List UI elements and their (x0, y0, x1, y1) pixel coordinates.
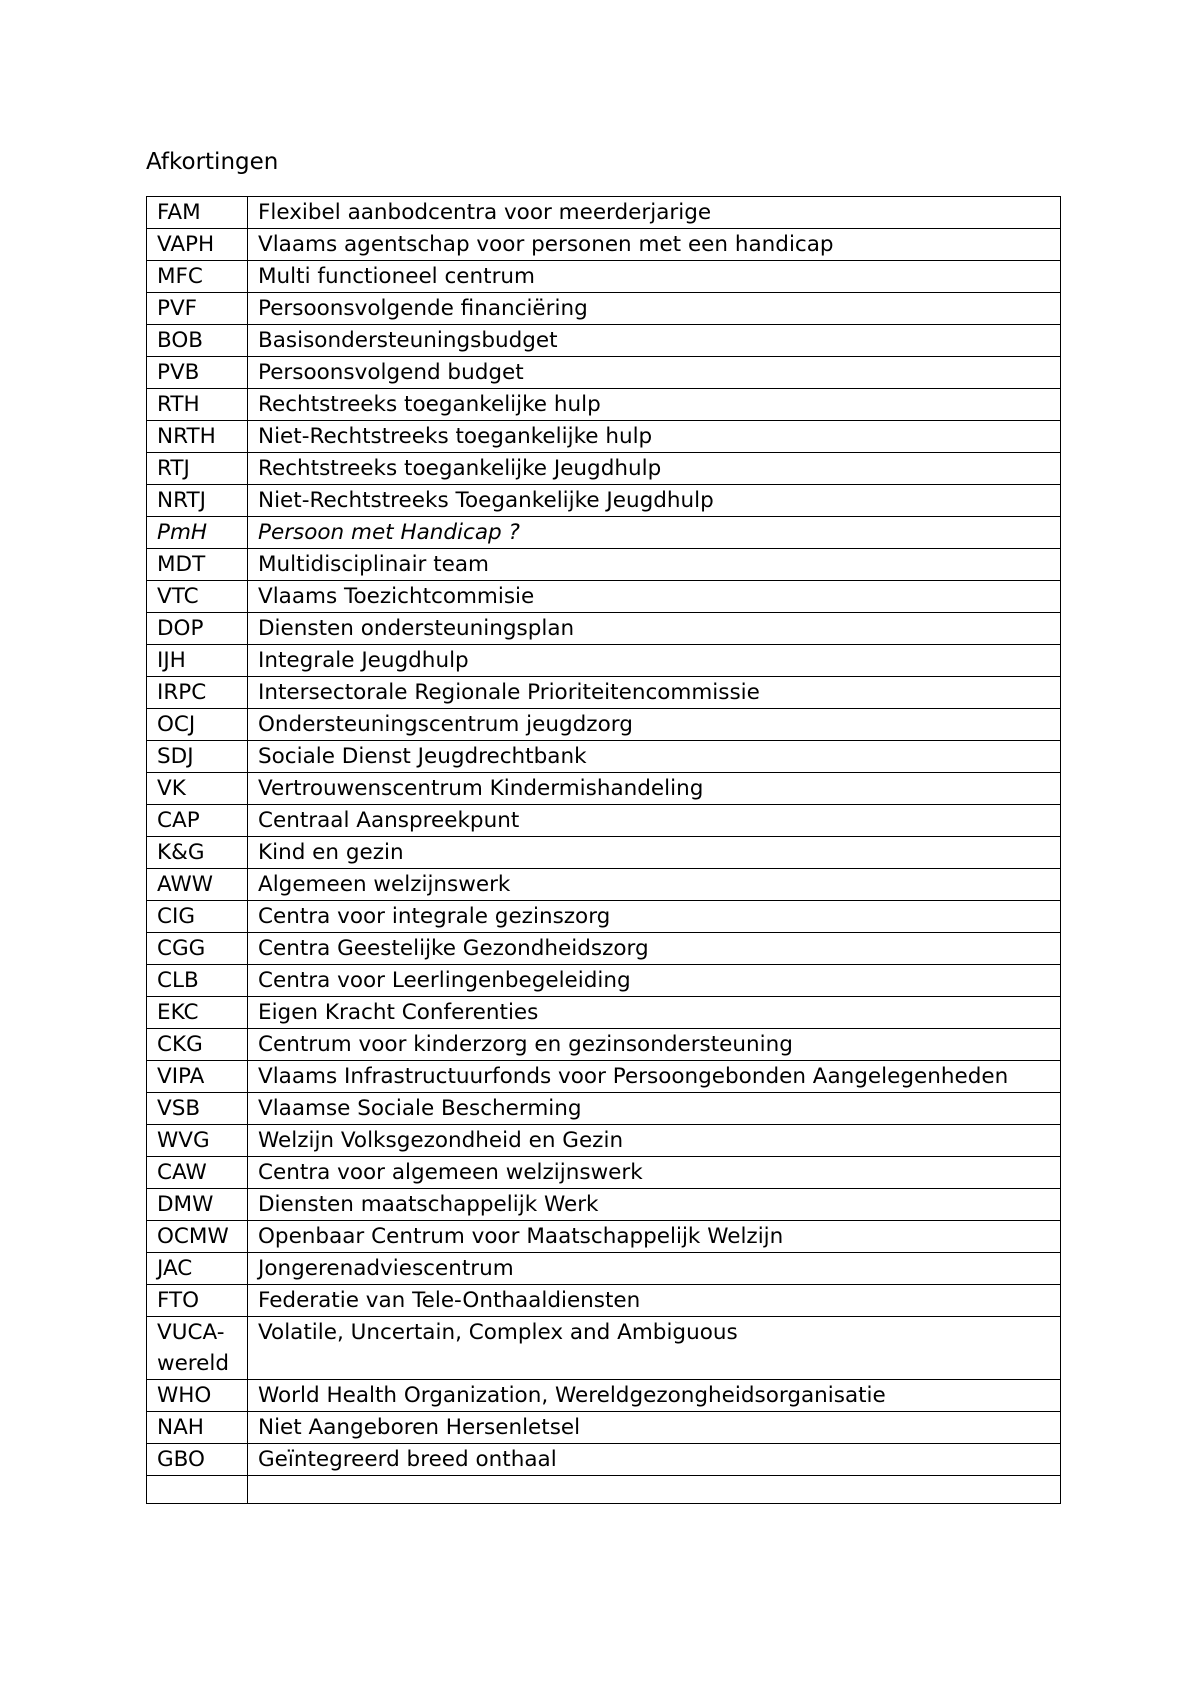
abbreviation-cell: IRPC (147, 677, 248, 709)
abbreviation-cell: FTO (147, 1285, 248, 1317)
abbreviation-cell: EKC (147, 997, 248, 1029)
abbreviation-cell: K&G (147, 837, 248, 869)
meaning-cell: Niet Aangeboren Hersenletsel (248, 1412, 1061, 1444)
table-row (147, 1412, 1061, 1444)
table-row (147, 1189, 1061, 1221)
abbreviation-cell: VAPH (147, 229, 248, 261)
table-row (147, 293, 1061, 325)
meaning-cell: Diensten maatschappelijk Werk (248, 1189, 1061, 1221)
table-row (147, 1253, 1061, 1285)
table-row (147, 645, 1061, 677)
abbreviation-cell: MFC (147, 261, 248, 293)
table-row (147, 1380, 1061, 1412)
abbreviation-cell: SDJ (147, 741, 248, 773)
meaning-cell: Centraal Aanspreekpunt (248, 805, 1061, 837)
abbreviation-cell: OCMW (147, 1221, 248, 1253)
abbreviation-cell: MDT (147, 549, 248, 581)
meaning-cell: Jongerenadviescentrum (248, 1253, 1061, 1285)
abbreviation-cell: CIG (147, 901, 248, 933)
table-row (147, 1125, 1061, 1157)
meaning-cell: Multi functioneel centrum (248, 261, 1061, 293)
meaning-cell: World Health Organization, Wereldgezongheidsorganisatie (248, 1380, 1061, 1412)
meaning-cell: Multidisciplinair team (248, 549, 1061, 581)
table-row (147, 517, 1061, 549)
abbreviation-cell: WVG (147, 1125, 248, 1157)
table-row (147, 1029, 1061, 1061)
abbreviation-cell: CAP (147, 805, 248, 837)
table-row (147, 613, 1061, 645)
abbreviation-cell: RTJ (147, 453, 248, 485)
table-row (147, 933, 1061, 965)
meaning-cell: Rechtstreeks toegankelijke hulp (248, 389, 1061, 421)
table-row (147, 997, 1061, 1029)
meaning-cell: Sociale Dienst Jeugdrechtbank (248, 741, 1061, 773)
table-row (147, 261, 1061, 293)
table-row (147, 1221, 1061, 1253)
meaning-cell: Persoon met Handicap ? (248, 517, 1061, 549)
page-title: Afkortingen (146, 149, 279, 175)
abbreviation-cell: AWW (147, 869, 248, 901)
abbreviation-cell: BOB (147, 325, 248, 357)
table-row (147, 1317, 1061, 1380)
abbreviation-cell (147, 1476, 248, 1504)
table-row (147, 1285, 1061, 1317)
meaning-cell: Centrum voor kinderzorg en gezinsondersteuning (248, 1029, 1061, 1061)
meaning-cell: Federatie van Tele-Onthaaldiensten (248, 1285, 1061, 1317)
abbreviation-cell: FAM (147, 197, 248, 229)
abbreviation-cell: IJH (147, 645, 248, 677)
abbreviation-cell: RTH (147, 389, 248, 421)
meaning-cell: Vertrouwenscentrum Kindermishandeling (248, 773, 1061, 805)
meaning-cell (248, 1476, 1061, 1504)
table-row (147, 677, 1061, 709)
meaning-cell: Eigen Kracht Conferenties (248, 997, 1061, 1029)
meaning-cell: Intersectorale Regionale Prioriteitencommissie (248, 677, 1061, 709)
meaning-cell: Integrale Jeugdhulp (248, 645, 1061, 677)
abbreviation-cell: VTC (147, 581, 248, 613)
abbreviation-cell: WHO (147, 1380, 248, 1412)
table-row (147, 805, 1061, 837)
abbreviation-cell: VK (147, 773, 248, 805)
abbreviation-cell: CKG (147, 1029, 248, 1061)
abbreviation-cell: NRTH (147, 421, 248, 453)
table-row (147, 869, 1061, 901)
meaning-cell: Vlaams Toezichtcommisie (248, 581, 1061, 613)
abbreviation-cell: VUCA-wereld (147, 1317, 248, 1380)
table-row (147, 1093, 1061, 1125)
meaning-cell: Centra Geestelijke Gezondheidszorg (248, 933, 1061, 965)
meaning-cell: Openbaar Centrum voor Maatschappelijk Welzijn (248, 1221, 1061, 1253)
table-row (147, 485, 1061, 517)
table-row (147, 1061, 1061, 1093)
meaning-cell: Kind en gezin (248, 837, 1061, 869)
meaning-cell: Welzijn Volksgezondheid en Gezin (248, 1125, 1061, 1157)
table-row (147, 581, 1061, 613)
table-row (147, 453, 1061, 485)
meaning-cell: Ondersteuningscentrum jeugdzorg (248, 709, 1061, 741)
table-row (147, 197, 1061, 229)
meaning-cell: Niet-Rechtstreeks Toegankelijke Jeugdhulp (248, 485, 1061, 517)
table-row (147, 773, 1061, 805)
abbreviation-cell: VSB (147, 1093, 248, 1125)
meaning-cell: Vlaams agentschap voor personen met een handicap (248, 229, 1061, 261)
meaning-cell: Diensten ondersteuningsplan (248, 613, 1061, 645)
table-row (147, 229, 1061, 261)
abbreviation-cell: DOP (147, 613, 248, 645)
meaning-cell: Basisondersteuningsbudget (248, 325, 1061, 357)
table-row (147, 1157, 1061, 1189)
abbreviation-cell: CGG (147, 933, 248, 965)
table-row (147, 389, 1061, 421)
meaning-cell: Persoonsvolgende financiëring (248, 293, 1061, 325)
meaning-cell: Vlaams Infrastructuurfonds voor Persoongebonden Aangelegenheden (248, 1061, 1061, 1093)
abbreviation-cell: CAW (147, 1157, 248, 1189)
meaning-cell: Centra voor integrale gezinszorg (248, 901, 1061, 933)
abbreviations-table (146, 196, 1061, 1504)
table-row (147, 965, 1061, 997)
abbreviation-cell: CLB (147, 965, 248, 997)
meaning-cell: Centra voor algemeen welzijnswerk (248, 1157, 1061, 1189)
table-row (147, 325, 1061, 357)
abbreviation-cell: NAH (147, 1412, 248, 1444)
abbreviation-cell: JAC (147, 1253, 248, 1285)
abbreviation-cell: DMW (147, 1189, 248, 1221)
table-row (147, 837, 1061, 869)
meaning-cell: Centra voor Leerlingenbegeleiding (248, 965, 1061, 997)
abbreviation-cell: OCJ (147, 709, 248, 741)
table-row (147, 1476, 1061, 1504)
meaning-cell: Geïntegreerd breed onthaal (248, 1444, 1061, 1476)
abbreviation-cell: GBO (147, 1444, 248, 1476)
table-row (147, 901, 1061, 933)
abbreviation-cell: PmH (147, 517, 248, 549)
meaning-cell: Rechtstreeks toegankelijke Jeugdhulp (248, 453, 1061, 485)
table-row (147, 357, 1061, 389)
meaning-cell: Volatile, Uncertain, Complex and Ambiguous (248, 1317, 1061, 1380)
meaning-cell: Persoonsvolgend budget (248, 357, 1061, 389)
abbreviation-cell: PVF (147, 293, 248, 325)
table-row (147, 549, 1061, 581)
abbreviation-cell: PVB (147, 357, 248, 389)
meaning-cell: Vlaamse Sociale Bescherming (248, 1093, 1061, 1125)
meaning-cell: Algemeen welzijnswerk (248, 869, 1061, 901)
meaning-cell: Flexibel aanbodcentra voor meerderjarige (248, 197, 1061, 229)
abbreviation-cell: NRTJ (147, 485, 248, 517)
table-row (147, 741, 1061, 773)
table-row (147, 709, 1061, 741)
abbreviation-cell: VIPA (147, 1061, 248, 1093)
table-row (147, 421, 1061, 453)
meaning-cell: Niet-Rechtstreeks toegankelijke hulp (248, 421, 1061, 453)
table-row (147, 1444, 1061, 1476)
